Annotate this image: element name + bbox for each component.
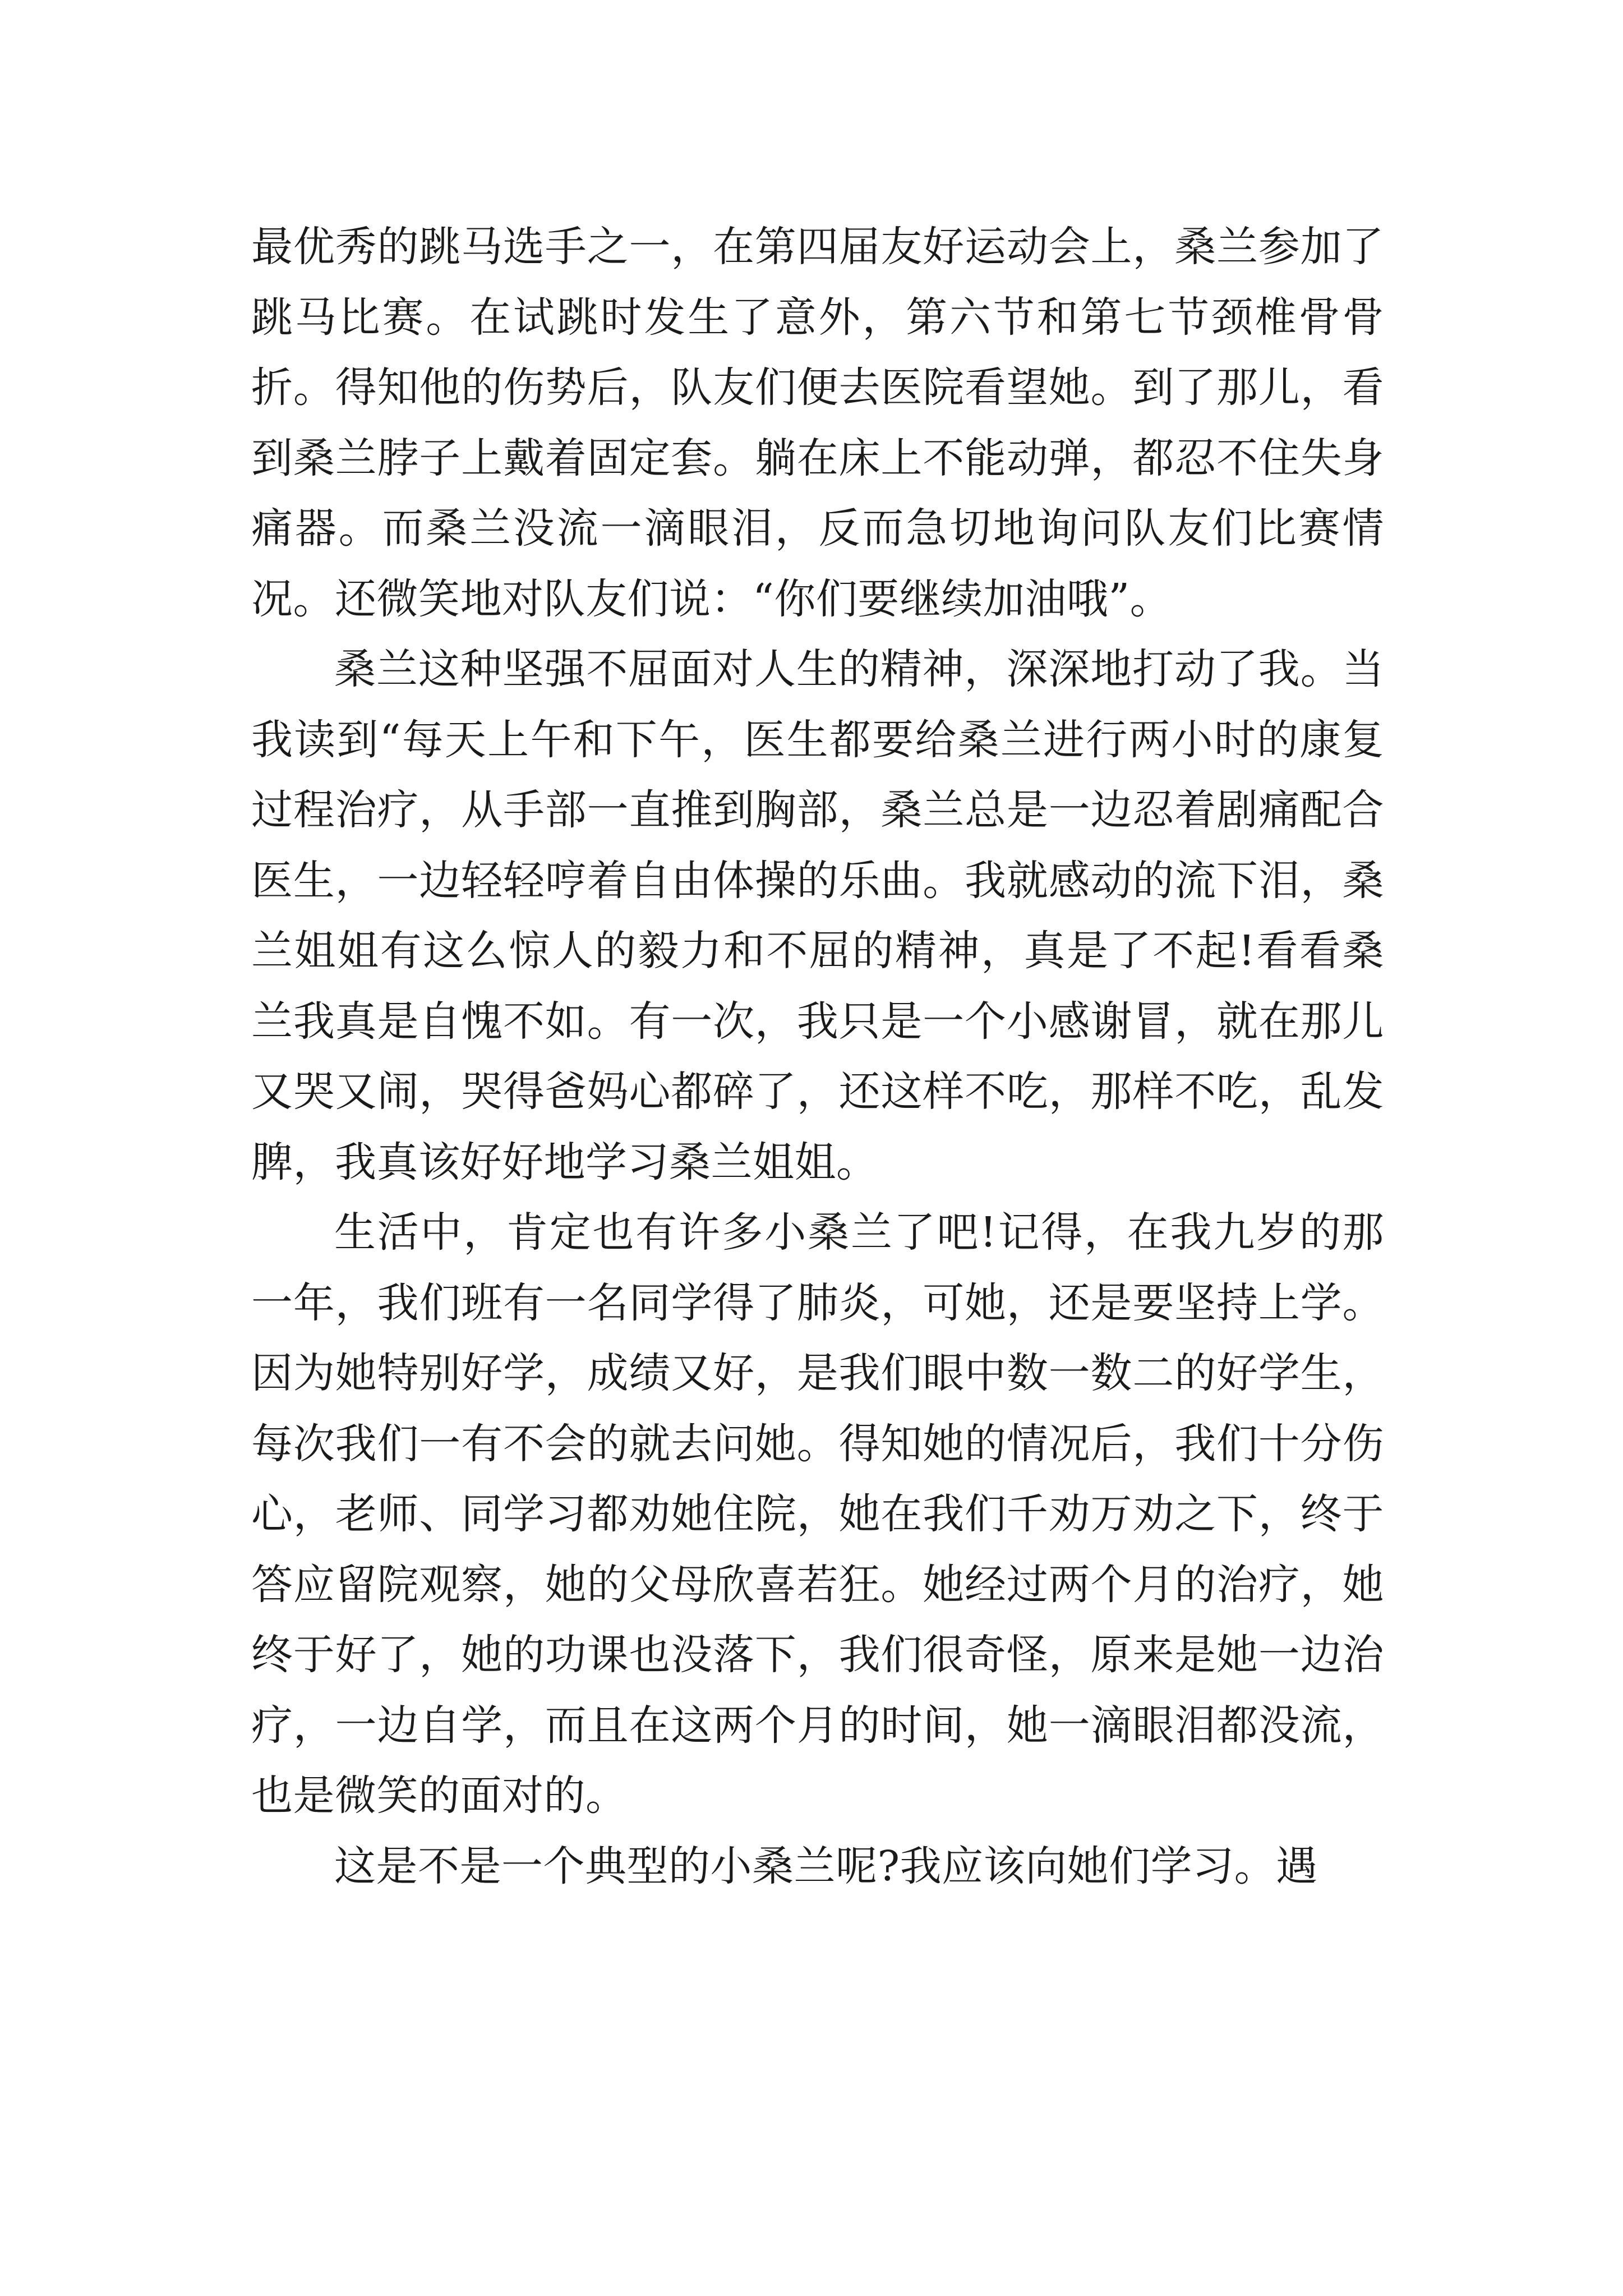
paragraph: 生活中，肯定也有许多小桑兰了吧!记得，在我九岁的那一年，我们班有一名同学得了肺炎，可她，还是要坚持上学。因为她特别好学，成绩又好，是我们眼中数一数二的好学生，每次我们一有不会的就去问她。得知她的情况后，我们十分伤心，老师、同学习都劝她住院，她在我们千劝万劝之下，终于答应留院观察，她的父母欣喜若狂。她经过两个月的治疗，她终于好了，她的功课也没落下，我们很奇怪，原来是她一边治疗，一边自学，而且在这两个月的时间，她一滴眼泪都没流，也是微笑的面对的。 bbox=[251, 1208, 1384, 1820]
paragraph: 桑兰这种坚强不屈面对人生的精神，深深地打动了我。当我读到“每天上午和下午，医生都要给桑兰进行两小时的康复过程治疗，从手部一直推到胸部，桑兰总是一边忍着剧痛配合医生，一边轻轻哼着自由体操的乐曲。我就感动的流下泪，桑兰姐姐有这么惊人的毅力和不屈的精神，真是了不起!看看桑兰我真是自愧不如。有一次，我只是一个小感谢冒，就在那儿又哭又闹，哭得爸妈心都碎了，还这样不吃，那样不吃，乱发脾，我真该好好地学习桑兰姐姐。 bbox=[251, 645, 1384, 1186]
paragraph-continued: 最优秀的跳马选手之一，在第四届友好运动会上，桑兰参加了跳马比赛。在试跳时发生了意外，第六节和第七节颈椎骨骨折。得知他的伤势后，队友们便去医院看望她。到了那儿，看到桑兰脖子上戴着固定套。躺在床上不能动弹，都忍不住失身痛器。而桑兰没流一滴眼泪，反而急切地询问队友们比赛情况。还微笑地对队友们说：“你们要继续加油哦”。 bbox=[251, 223, 1384, 623]
paragraph: 这是不是一个典型的小桑兰呢?我应该向她们学习。遇 bbox=[334, 1842, 1318, 1890]
body-text bbox=[251, 212, 1384, 1902]
